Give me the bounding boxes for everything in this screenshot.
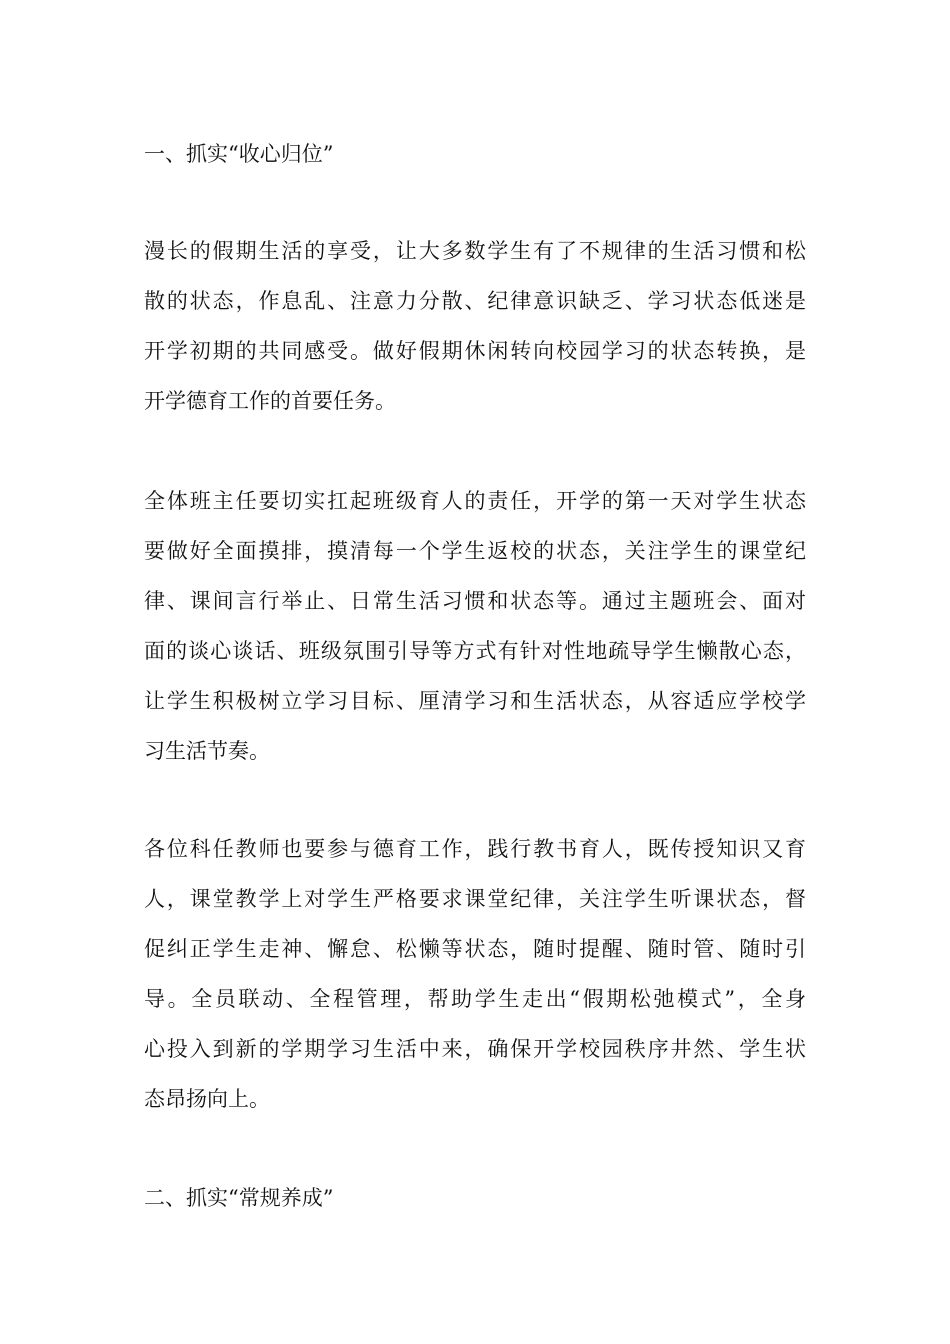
paragraph-line: 漫长的假期生活的享受，让大多数学生有了不规律的生活习惯和松 [144,239,806,263]
paragraph-line: 要做好全面摸排，摸清每一个学生返校的状态，关注学生的课堂纪 [144,539,806,563]
paragraph-line: 各位科任教师也要参与德育工作，践行教书育人，既传授知识又育 [144,837,806,861]
paragraph-line: 态昂扬向上。 [144,1087,270,1111]
paragraph-3 [144,834,824,1134]
paragraph-line: 面的谈心谈话、班级氛围引导等方式有针对性地疏导学生懒散心态， [144,639,806,663]
paragraph-2 [144,486,824,786]
section-heading-2: 二、抓实“常规养成” [144,1186,334,1210]
paragraph-line: 开学德育工作的首要任务。 [144,389,396,413]
paragraph-line: 开学初期的共同感受。做好假期休闲转向校园学习的状态转换，是 [144,339,806,363]
paragraph-line: 律、课间言行举止、日常生活习惯和状态等。通过主题班会、面对 [144,589,806,613]
paragraph-line: 习生活节奏。 [144,739,270,763]
paragraph-line: 散的状态，作息乱、注意力分散、纪律意识缺乏、学习状态低迷是 [144,289,806,313]
paragraph-line: 促纠正学生走神、懈怠、松懒等状态，随时提醒、随时管、随时引 [144,937,806,961]
paragraph-line: 让学生积极树立学习目标、厘清学习和生活状态，从容适应学校学 [144,689,806,713]
paragraph-1 [144,236,824,436]
paragraph-line: 导。全员联动、全程管理，帮助学生走出“假期松弛模式”，全身 [144,987,806,1011]
paragraph-line: 人，课堂教学上对学生严格要求课堂纪律，关注学生听课状态，督 [144,887,806,911]
paragraph-line: 心投入到新的学期学习生活中来，确保开学校园秩序井然、学生状 [144,1037,806,1061]
paragraph-line: 全体班主任要切实扛起班级育人的责任，开学的第一天对学生状态 [144,489,806,513]
section-heading-1: 一、抓实“收心归位” [144,142,334,166]
